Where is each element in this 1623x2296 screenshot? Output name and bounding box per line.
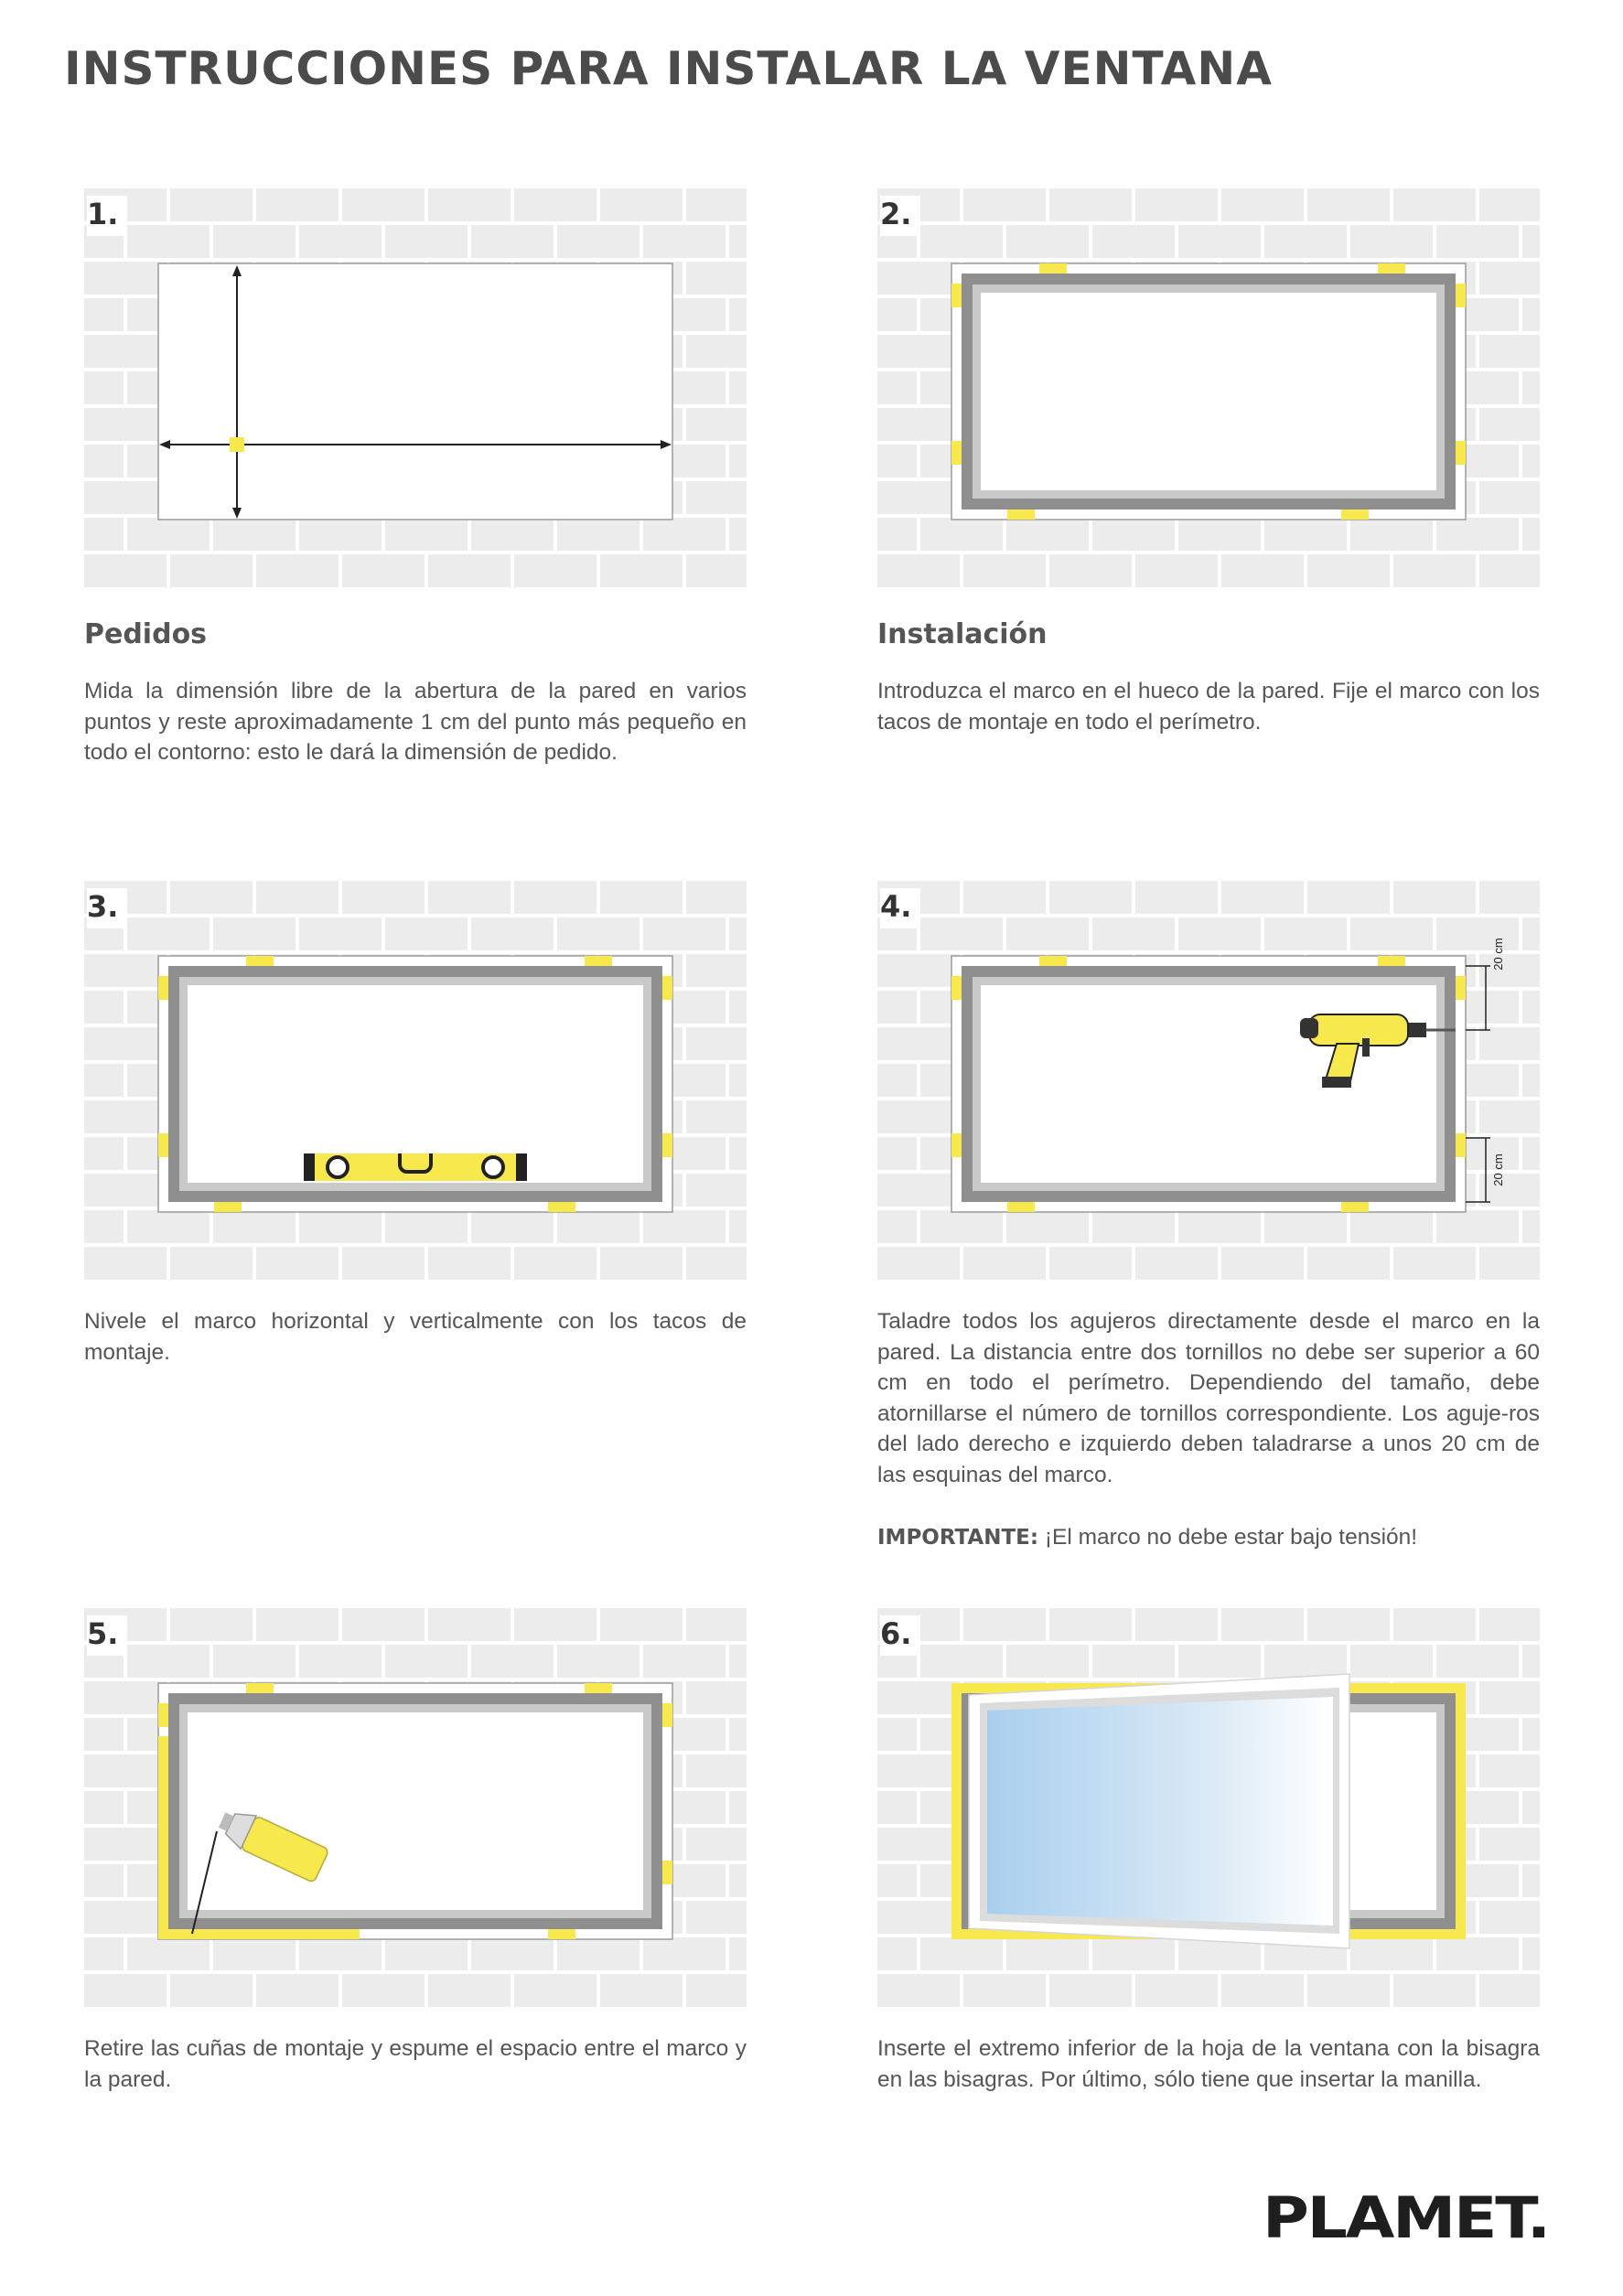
foam-spray-icon xyxy=(84,1608,747,2011)
step-description: Taladre todos los agujeros directamente desde el marco en la pared. La distancia entre dos tornillos no debe ser superior a 60 cm en todo el perímetro. Dependiendo del tamaño, debe atornillarse el número de tornillos correspondiente. Los aguje-ros del lado derecho e izquierdo deben taladrarse a unos 20 cm de las esquinas del marco. xyxy=(877,1309,1540,1487)
note-label: IMPORTANTE: xyxy=(877,1526,1039,1550)
step-number: 3. xyxy=(87,888,127,928)
step-2 xyxy=(877,188,1540,792)
dimension-label-bottom: 20 cm xyxy=(1491,1153,1505,1186)
step-3 xyxy=(84,881,747,1430)
step-heading: Pedidos xyxy=(84,618,208,650)
step-number: 5. xyxy=(87,1615,127,1656)
drill-icon xyxy=(877,881,1540,1283)
step-4 xyxy=(877,881,1540,1576)
spirit-level xyxy=(304,1153,527,1181)
step-number: 1. xyxy=(87,196,127,236)
step-number: 4. xyxy=(880,888,920,928)
frame-wedges-icon xyxy=(877,188,1540,591)
window-sash-icon xyxy=(877,1608,1540,2011)
page-title: INSTRUCCIONES PARA INSTALAR LA VENTANA xyxy=(64,42,1273,95)
step-description: Introduzca el marco en el hueco de la pared. Fije el marco con los tacos de montaje en todo el perímetro. xyxy=(877,679,1540,735)
brand-logo: PLAMET. xyxy=(1263,2184,1549,2251)
spirit-level-icon xyxy=(84,881,747,1283)
step-1 xyxy=(84,188,747,792)
step-5 xyxy=(84,1608,747,2120)
step-heading: Instalación xyxy=(877,618,1048,650)
step-6 xyxy=(877,1608,1540,2157)
step-number: 2. xyxy=(880,196,920,236)
measure-arrows-icon xyxy=(84,188,747,591)
note-text: ¡El marco no debe estar bajo tensión! xyxy=(1038,1525,1418,1550)
step-description: Nivele el marco horizontal y verticalmente con los tacos de montaje. xyxy=(84,1309,747,1365)
step-description: Retire las cuñas de montaje y espume el espacio entre el marco y la pared. xyxy=(84,2036,747,2092)
step-number: 6. xyxy=(880,1615,920,1656)
important-note xyxy=(877,1522,1417,1554)
step-description: Inserte el extremo inferior de la hoja de la ventana con la bisagra en las bisagras. Por último, sólo tiene que insertar la manilla. xyxy=(877,2036,1540,2092)
step-description: Mida la dimensión libre de la abertura de la pared en varios puntos y reste aproximadamente 1 cm del punto más pequeño en todo el contorno: esto le dará la dimensión de pedido. xyxy=(84,679,747,765)
dimension-label-top: 20 cm xyxy=(1491,938,1505,971)
